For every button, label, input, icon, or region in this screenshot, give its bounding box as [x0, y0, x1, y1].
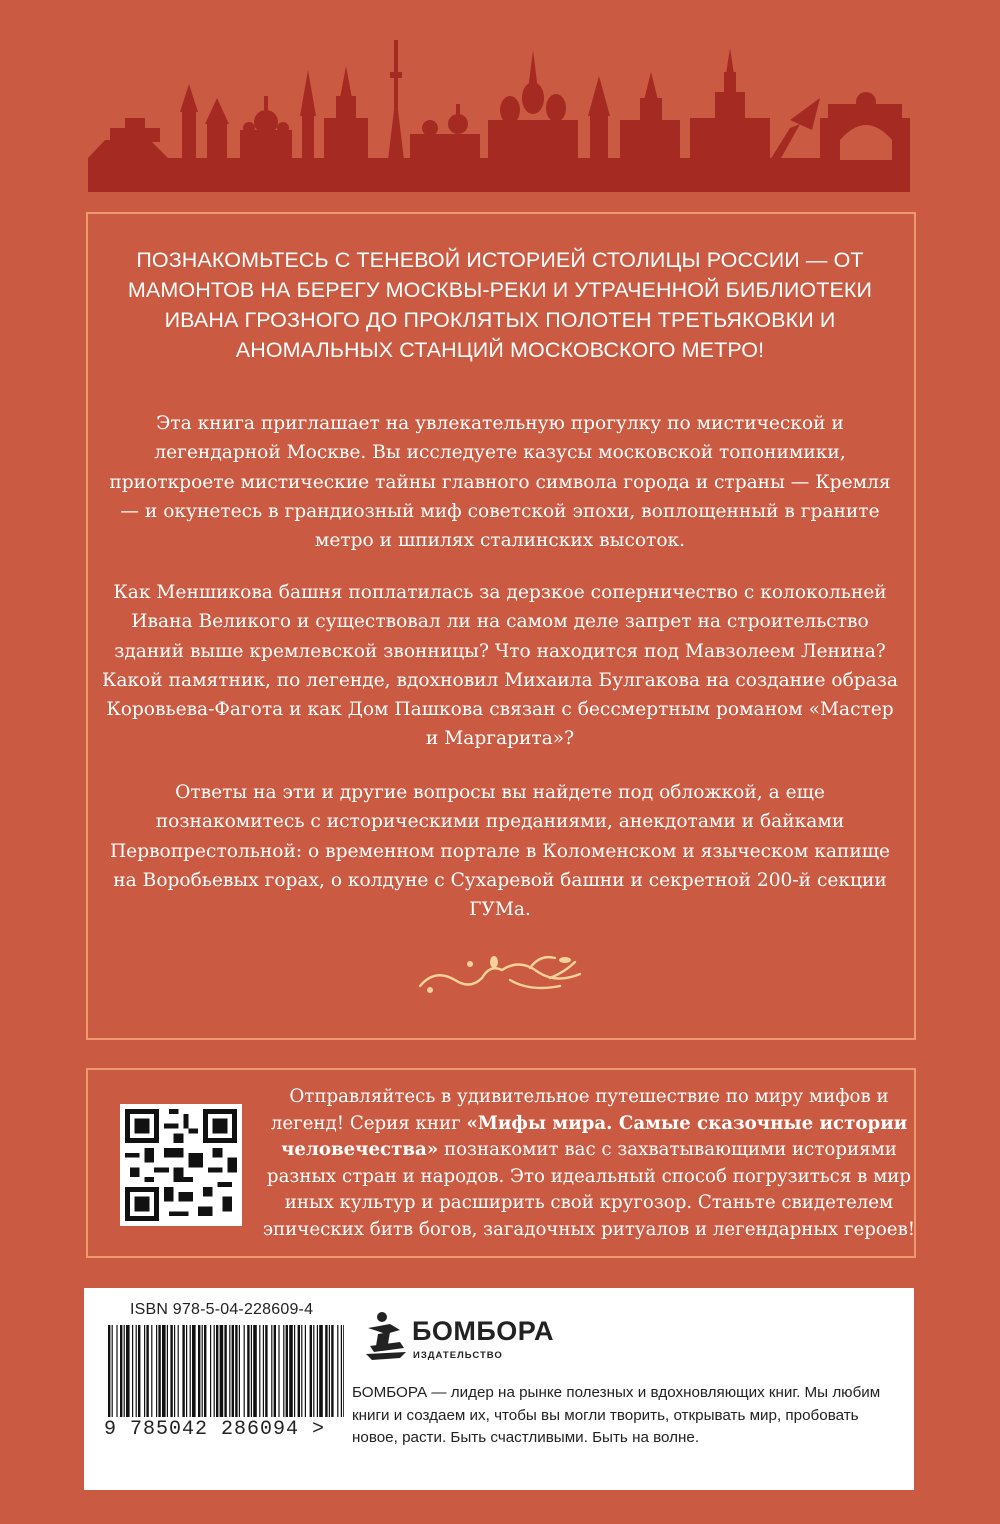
floral-ornament — [410, 950, 590, 998]
barcode-digits: 9 785042 286094 > — [104, 1418, 326, 1441]
bombora-logo-icon — [360, 1310, 410, 1366]
barcode — [108, 1325, 344, 1417]
lead-paragraph: ПОЗНАКОМЬТЕСЬ С ТЕНЕВОЙ ИСТОРИЕЙ СТОЛИЦЫ РОССИИ — ОТ МАМОНТОВ НА БЕРЕГУ МОСКВЫ-РЕКИ И УТРАЧЕННОЙ БИБЛИОТЕКИ ИВАНА ГРОЗНОГО ДО ПРОКЛЯТЫХ ПОЛОТЕН ТРЕТЬЯКОВКИ И АНОМАЛЬНЫХ СТАНЦИЙ МОСКОВСКОГО МЕТРО! — [127, 248, 873, 362]
publisher-logo-name: БОМБОРА — [412, 1316, 554, 1346]
publisher-description: БОМБОРА — лидер на рынке полезных и вдохновляющих книг. Мы любим книги и создаем их, чтобы вы могли творить, открывать мир, пробовать новое, расти. Быть счастливыми. Быть на волне. — [352, 1384, 881, 1446]
series-description: Отправляйтесь в удивительное путешествие по миру мифов и легенд! Серия книг «Мифы мира. Самые сказочные истории человечества» познакомит вас с захватывающими историями разных стран и народов. Это идеальный способ погрузиться в мир иных культур и расширить свой кругозор. Станьте свидетелем эпических битв богов, загадочных ритуалов и легендарных героев! — [262, 1086, 916, 1240]
body-paragraph-3: Ответы на эти и другие вопросы вы найдете под обложкой, а еще познакомитесь с историческими преданиями, анекдотами и байками Первопрестольной: о временном портале в Коломенском и языческом капище на Воробьевых горах, о колдуне с Сухаревой башни и секретной 200-й секции ГУМа. — [109, 782, 891, 921]
isbn-label: ISBN 978-5-04-228609-4 — [130, 1301, 314, 1318]
moscow-skyline-illustration — [0, 0, 1000, 200]
body-paragraph-2: Как Меншикова башня поплатилась за дерзкое соперничество с колокольней Ивана Великого и существовал ли на самом деле запрет на строительство зданий выше кремлевской звонницы? Что находится под Мавзолеем Ленина? Какой памятник, по легенде, вдохновил Михаила Булгакова на создание образа Коровьева-Фагота и как Дом Пашкова связан с бессмертным романом «Мастер и Маргарита»? — [102, 582, 898, 750]
body-paragraph-1: Эта книга приглашает на увлекательную прогулку по мистической и легендарной Москве. Вы исследуете казусы московской топонимики, приоткроете мистические тайны главного символа города и страны — Кремля — и окунетесь в грандиозный миф советской эпохи, воплощенный в граните метро и шпилях сталинских высоток. — [109, 413, 891, 552]
publisher-logo-subtitle: ИЗДАТЕЛЬСТВО — [413, 1350, 503, 1361]
series-name: «Мифы мира. Самые сказочные истории человечества» — [281, 1112, 908, 1161]
qr-code[interactable] — [120, 1104, 242, 1226]
